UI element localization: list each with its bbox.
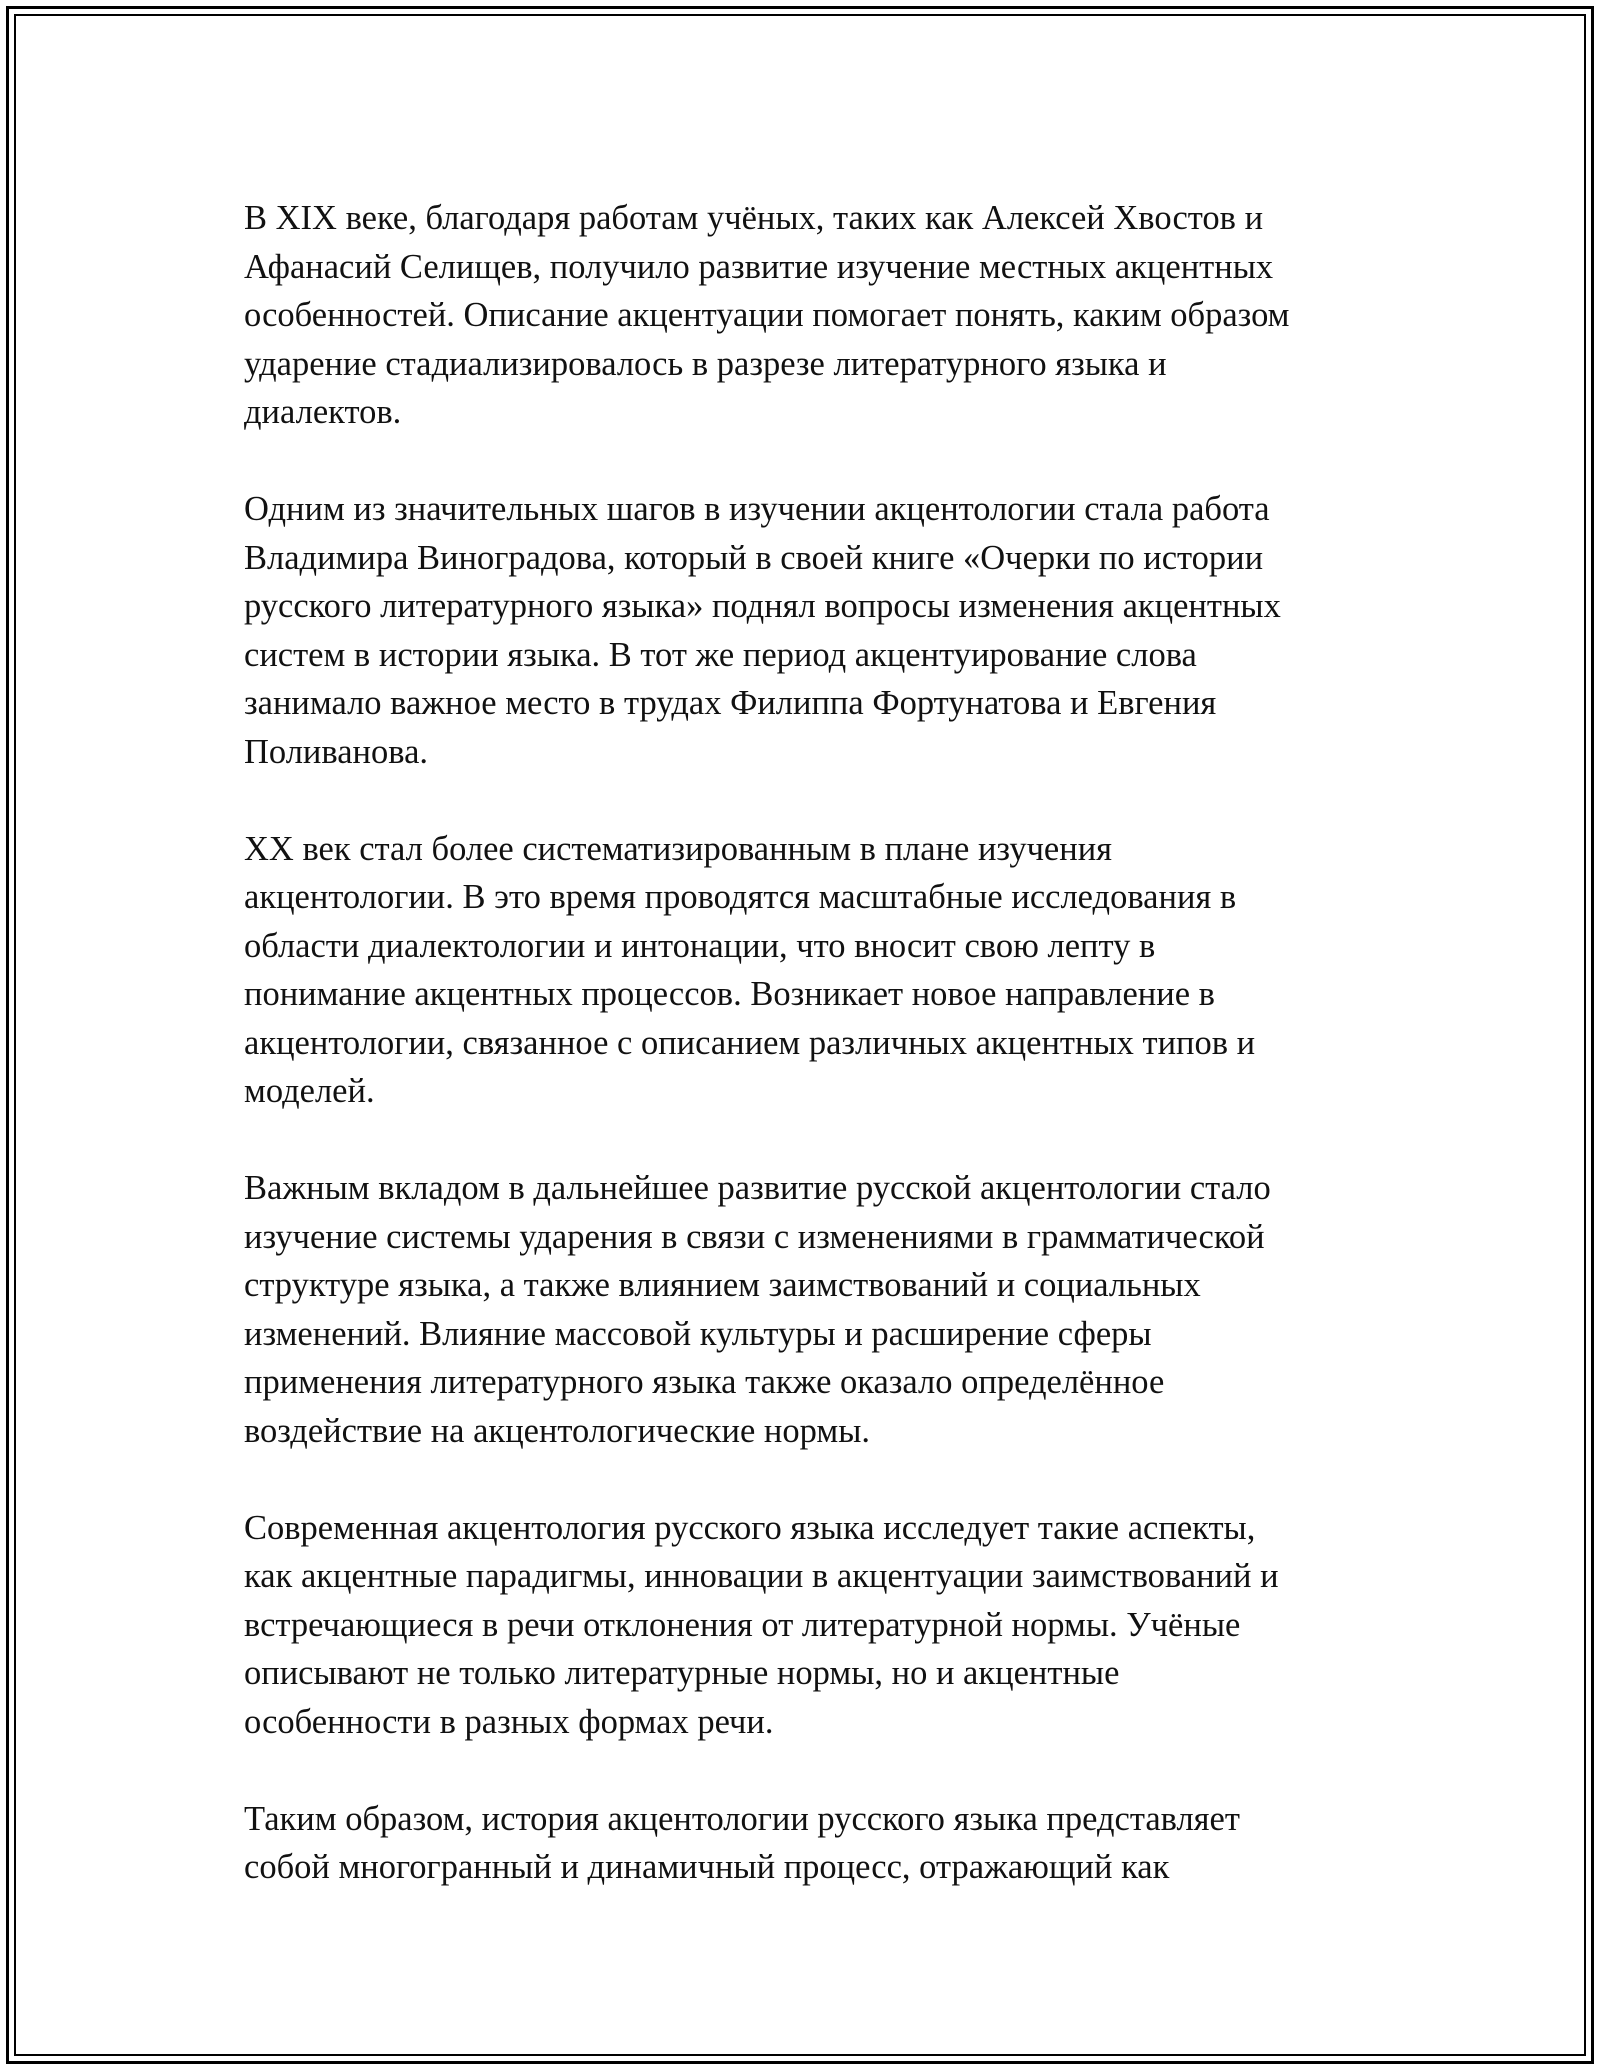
paragraph-6 — [244, 1795, 1384, 1892]
text-line: изменений. Влияние массовой культуры и расширение сферы — [244, 1314, 1152, 1353]
paragraph-5 — [244, 1504, 1384, 1747]
text-line: диалектов. — [244, 393, 402, 431]
text-line: Владимира Виноградова, который в своей книге «Очерки по истории — [244, 538, 1264, 577]
text-line: Важным вкладом в дальнейшее развитие русской акцентологии стало — [244, 1169, 1271, 1207]
paragraph-1 — [244, 194, 1384, 437]
text-line: Таким образом, история акцентологии русского языка представляет — [244, 1799, 1240, 1838]
text-line: XX век стал более систематизированным в плане изучения — [244, 829, 1113, 868]
text-line: понимание акцентных процессов. Возникает новое направление в — [244, 975, 1215, 1013]
text-line: собой многогранный и динамичный процесс, отражающий как — [244, 1848, 1170, 1886]
text-line: занимало важное место в трудах Филиппа Фортунатова и Евгения — [244, 684, 1217, 722]
paragraph-2 — [244, 485, 1384, 776]
text-line: описывают не только литературные нормы, но и акцентные — [244, 1654, 1120, 1692]
text-line: особенности в разных формах речи. — [244, 1702, 774, 1741]
document-body — [244, 194, 1384, 1940]
page-border — [6, 6, 1594, 2064]
text-line: особенностей. Описание акцентуации помогает понять, каким образом — [244, 296, 1290, 334]
text-line: ударение стадиализировалось в разрезе литературного языка и — [244, 344, 1167, 383]
text-line: русского литературного языка» поднял вопросы изменения акцентных — [244, 587, 1281, 625]
text-line: Афанасий Селищев, получило развитие изучение местных акцентных — [244, 247, 1274, 286]
text-line: структуре языка, а также влиянием заимствований и социальных — [244, 1266, 1201, 1304]
text-line: Современная акцентология русского языка исследует такие аспекты, — [244, 1508, 1256, 1547]
text-line: области диалектологии и интонации, что вносит свою лепту в — [244, 926, 1156, 965]
paragraph-3 — [244, 825, 1384, 1116]
text-line: моделей. — [244, 1072, 375, 1110]
text-line: акцентологии. В это время проводятся масштабные исследования в — [244, 878, 1237, 916]
text-line: акцентологии, связанное с описанием различных акцентных типов и — [244, 1023, 1256, 1062]
text-line: В XIX веке, благодаря работам учёных, таких как Алексей Хвостов и — [244, 199, 1264, 237]
text-line: встречающиеся в речи отклонения от литературной нормы. Учёные — [244, 1605, 1241, 1644]
text-line: как акцентные парадигмы, инновации в акцентуации заимствований и — [244, 1557, 1279, 1595]
text-line: систем в истории языка. В тот же период акцентуирование слова — [244, 635, 1197, 674]
text-line: Поливанова. — [244, 732, 429, 771]
text-line: применения литературного языка также оказало определённое — [244, 1363, 1165, 1401]
paragraph-4 — [244, 1164, 1384, 1455]
text-line: воздействие на акцентологические нормы. — [244, 1411, 871, 1450]
text-line: Одним из значительных шагов в изучении акцентологии стала работа — [244, 490, 1270, 528]
text-line: изучение системы ударения в связи с изменениями в грамматической — [244, 1217, 1265, 1256]
